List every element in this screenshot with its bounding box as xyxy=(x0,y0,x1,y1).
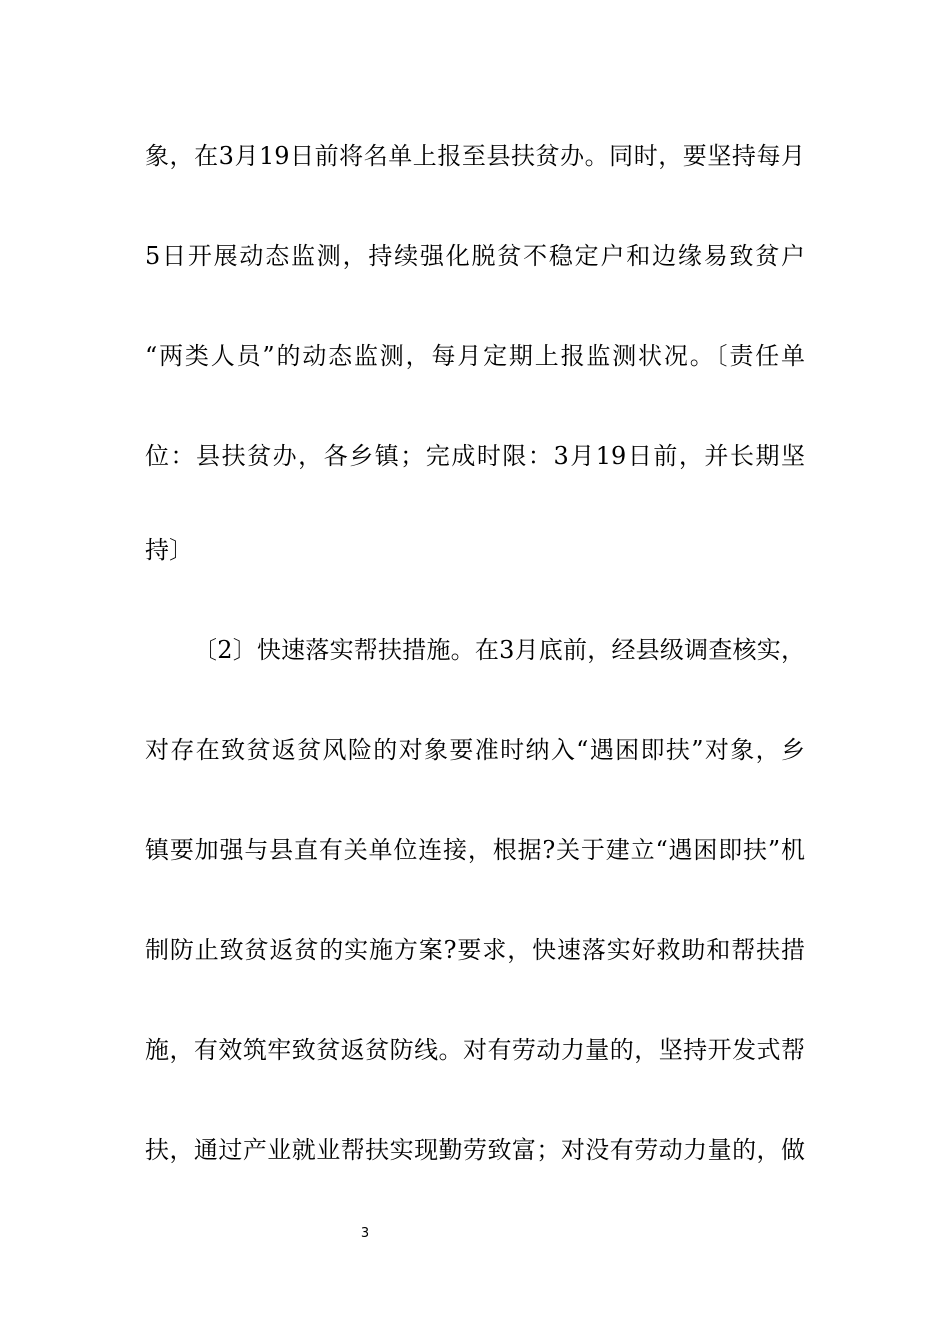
paragraph-first-line: 〔2〕快速落实帮扶措施。在3月底前，经县级调查核实， xyxy=(193,636,805,664)
text-line: 扶，通过产业就业帮扶实现勤劳致富；对没有劳动力量的，做 xyxy=(145,1136,805,1164)
text-line: “两类人员”的动态监测，每月定期上报监测状况。〔责任单 xyxy=(145,342,805,370)
text-line: 施，有效筑牢致贫返贫防线。对有劳动力量的，坚持开发式帮 xyxy=(145,1036,805,1064)
text-line: 5日开展动态监测，持续强化脱贫不稳定户和边缘易致贫户 xyxy=(145,242,805,270)
text-line: 持〕 xyxy=(145,536,193,564)
text-line: 制防止致贫返贫的实施方案?要求，快速落实好救助和帮扶措 xyxy=(145,936,805,964)
page-number: 3 xyxy=(360,1226,370,1241)
text-line: 象，在3月19日前将名单上报至县扶贫办。同时，要坚持每月 xyxy=(145,142,805,170)
text-line: 镇要加强与县直有关单位连接，根据?关于建立“遇困即扶”机 xyxy=(145,836,805,864)
text-line: 对存在致贫返贫风险的对象要准时纳入“遇困即扶”对象，乡 xyxy=(145,736,805,764)
text-line: 位：县扶贫办，各乡镇；完成时限：3月19日前，并长期坚 xyxy=(145,442,805,470)
